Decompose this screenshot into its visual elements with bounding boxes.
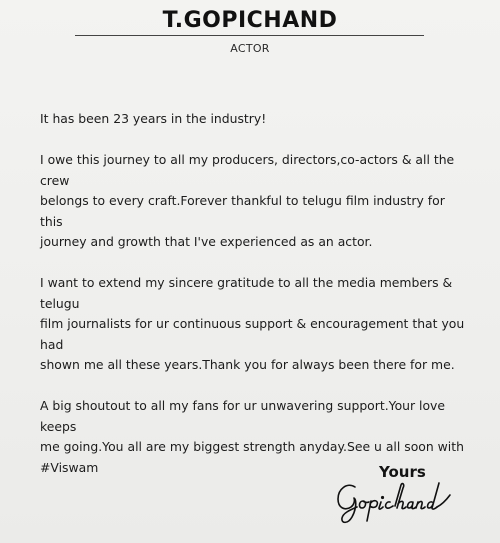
closing-yours: Yours xyxy=(379,463,426,481)
header-divider xyxy=(75,35,424,36)
handwritten-signature xyxy=(333,477,463,527)
paragraph-thanks-media: I want to extend my sincere gratitude to all the media members & telugu film journalists for ur continuous support & encouragement that you had shown me all these years.Thank you for always been there for me. xyxy=(40,275,465,372)
paragraph-fans: A big shoutout to all my fans for ur unwavering support.Your love keeps me going.You all are my biggest strength anyday.See u all soon with #Viswam xyxy=(40,398,464,475)
paragraph-thanks-crew: I owe this journey to all my producers, directors,co-actors & all the crew belongs to every craft.Forever thankful to telugu film industry for this journey and growth that I've experienced as an actor. xyxy=(40,152,455,249)
letterhead-name: T.GOPICHAND xyxy=(162,8,338,33)
letterhead-role: ACTOR xyxy=(230,42,270,55)
paragraph-years: It has been 23 years in the industry! xyxy=(40,111,267,126)
letter-body xyxy=(40,109,470,478)
